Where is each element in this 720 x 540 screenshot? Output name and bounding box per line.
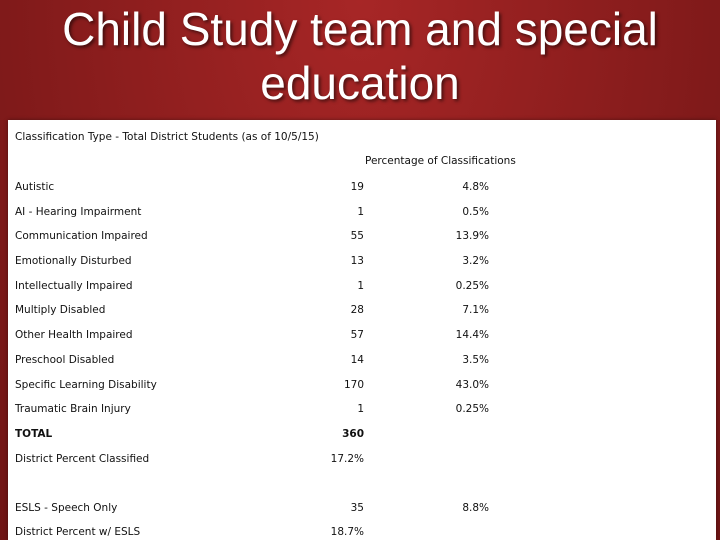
row-percent: 13.9% <box>455 230 489 242</box>
esls-count: 35 <box>350 502 364 514</box>
row-label: Communication Impaired <box>15 230 148 242</box>
row-count: 170 <box>343 379 364 391</box>
slide-title-line-2: education <box>260 57 460 109</box>
row-label: Specific Learning Disability <box>15 379 157 391</box>
district-classified-value: 17.2% <box>330 453 364 465</box>
row-count: 1 <box>357 280 364 292</box>
esls-label: ESLS - Speech Only <box>15 502 118 514</box>
row-percent: 14.4% <box>455 329 489 341</box>
row-label: Emotionally Disturbed <box>15 255 132 267</box>
esls-percent: 8.8% <box>462 502 489 514</box>
total-label: TOTAL <box>15 428 53 440</box>
classification-table <box>8 120 716 540</box>
row-percent: 0.5% <box>462 206 489 218</box>
row-percent: 3.2% <box>462 255 489 267</box>
row-count: 55 <box>350 230 364 242</box>
row-label: Preschool Disabled <box>15 354 115 366</box>
row-label: Intellectually Impaired <box>15 280 133 292</box>
row-percent: 43.0% <box>455 379 489 391</box>
row-percent: 3.5% <box>462 354 489 366</box>
percentage-header: Percentage of Classifications <box>365 155 516 167</box>
row-percent: 0.25% <box>455 403 489 415</box>
row-label: AI - Hearing Impairment <box>15 206 142 218</box>
district-esls-label: District Percent w/ ESLS <box>15 526 141 538</box>
total-count: 360 <box>342 428 364 440</box>
row-count: 13 <box>350 255 364 267</box>
row-count: 19 <box>350 181 364 193</box>
row-label: Multiply Disabled <box>15 304 106 316</box>
district-esls-value: 18.7% <box>330 526 364 538</box>
row-label: Autistic <box>15 181 55 193</box>
row-count: 14 <box>350 354 364 366</box>
row-percent: 7.1% <box>462 304 489 316</box>
row-count: 1 <box>357 206 364 218</box>
table-caption: Classification Type - Total District Students (as of 10/5/15) <box>15 131 319 143</box>
row-count: 1 <box>357 403 364 415</box>
row-count: 57 <box>350 329 364 341</box>
slide-title <box>0 2 720 110</box>
row-percent: 4.8% <box>462 181 489 193</box>
district-classified-label: District Percent Classified <box>15 453 150 465</box>
row-count: 28 <box>350 304 364 316</box>
row-percent: 0.25% <box>455 280 489 292</box>
slide-title-line-1: Child Study team and special <box>62 3 658 55</box>
row-label: Other Health Impaired <box>15 329 133 341</box>
row-label: Traumatic Brain Injury <box>15 403 131 415</box>
